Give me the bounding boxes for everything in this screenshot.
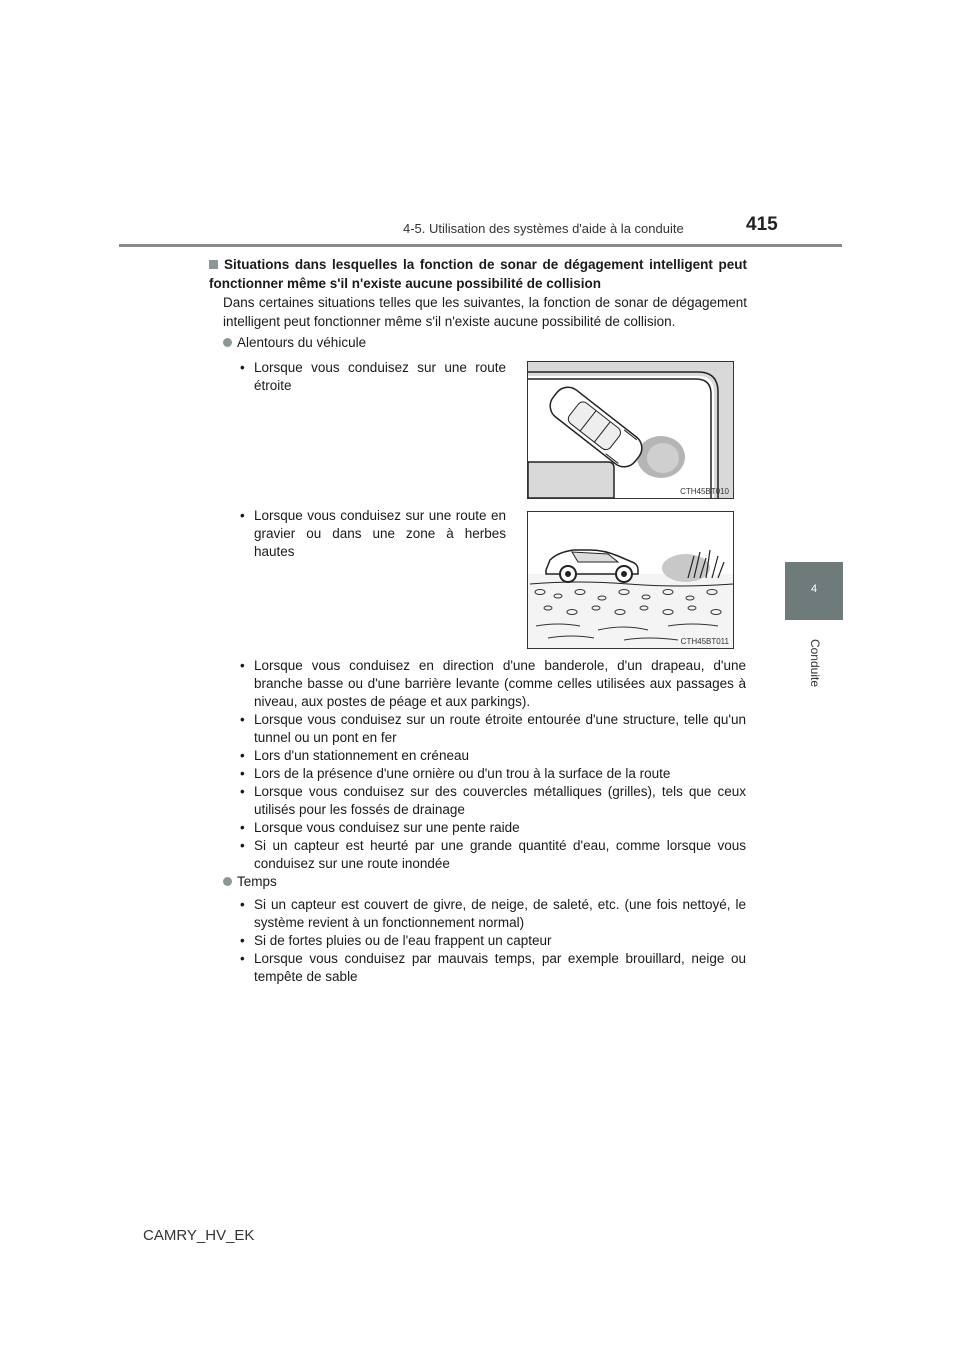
chapter-tab — [785, 562, 843, 620]
bullet: • — [240, 897, 245, 912]
list-item-text: Si un capteur est heurté par une grande quantité d'eau, comme lorsque vous conduisez sur une route inondée — [254, 838, 746, 871]
bullet: • — [240, 658, 245, 673]
list-item-text: Lors d'un stationnement en créneau — [254, 748, 469, 763]
list-item — [240, 747, 746, 765]
footer-model-code: CAMRY_HV_EK — [143, 1227, 255, 1244]
group-heading-text: Alentours du véhicule — [237, 335, 367, 350]
weather-list — [240, 896, 746, 986]
bullet: • — [240, 933, 245, 948]
gravel-road-illustration — [528, 512, 733, 648]
bullet: • — [240, 508, 245, 523]
list-item — [240, 783, 746, 819]
figure-code: CTH45BT010 — [680, 487, 729, 496]
list-item-text: Lorsque vous conduisez en direction d'une banderole, d'un drapeau, d'une branche basse ou d'une barrière levante (comme celles utilisées aux passages à niveau, aux postes de péage et aux parkings). — [254, 658, 746, 709]
group-heading-surroundings — [223, 333, 366, 352]
list-item-text: Lorsque vous conduisez sur un route étroite entourée d'une structure, telle qu'un tunnel ou un pont en fer — [254, 712, 746, 745]
list-item — [240, 507, 506, 561]
circle-bullet-icon — [223, 338, 232, 347]
list-item-text: Lorsque vous conduisez sur une route en gravier ou dans une zone à herbes hautes — [254, 508, 506, 559]
chapter-label: Conduite — [808, 638, 822, 688]
list-item — [240, 359, 506, 395]
list-item — [240, 765, 746, 783]
circle-bullet-icon — [223, 877, 232, 886]
chapter-number: 4 — [810, 583, 818, 595]
bullet: • — [240, 838, 245, 853]
list-item — [240, 711, 746, 747]
list-item — [240, 896, 746, 932]
list-item-text: Si de fortes pluies ou de l'eau frappent un capteur — [254, 933, 552, 948]
list-item-text: Lorsque vous conduisez sur des couvercles métalliques (grilles), tels que ceux utilisés pour les fossés de drainage — [254, 784, 746, 817]
figure-gravel-road — [527, 511, 734, 649]
header-section-title: 4-5. Utilisation des systèmes d'aide à la conduite — [403, 221, 684, 236]
header-divider — [119, 244, 842, 247]
list-item — [240, 819, 746, 837]
figure-code: CTH45BT011 — [680, 637, 729, 646]
group-heading-weather — [223, 872, 277, 891]
list-item-text: Lorsque vous conduisez sur une pente raide — [254, 820, 520, 835]
square-bullet-icon — [209, 260, 218, 269]
bullet: • — [240, 951, 245, 966]
surroundings-list — [240, 657, 746, 873]
bullet: • — [240, 748, 245, 763]
list-item — [240, 950, 746, 986]
narrow-road-illustration — [528, 362, 733, 498]
list-item — [240, 657, 746, 711]
list-item-text: Si un capteur est couvert de givre, de neige, de saleté, etc. (une fois nettoyé, le système revient à un fonctionnement normal) — [254, 897, 746, 930]
figure-narrow-road — [527, 361, 734, 499]
bullet: • — [240, 784, 245, 799]
list-item — [240, 932, 746, 950]
page-number: 415 — [746, 214, 778, 235]
intro-paragraph: Dans certaines situations telles que les suivantes, la fonction de sonar de dégagement intelligent peut fonctionner même s'il n'existe aucune possibilité de collision. — [223, 295, 747, 329]
section-heading — [209, 255, 747, 293]
list-item — [240, 837, 746, 873]
bullet: • — [240, 712, 245, 727]
bullet: • — [240, 766, 245, 781]
list-item-text: Lorsque vous conduisez sur une route étroite — [254, 360, 506, 393]
list-item-text: Lors de la présence d'une ornière ou d'un trou à la surface de la route — [254, 766, 671, 781]
bullet: • — [240, 360, 245, 375]
group-heading-text: Temps — [237, 874, 277, 889]
section-heading-text: Situations dans lesquelles la fonction de sonar de dégagement intelligent peut fonctionner même s'il n'existe aucune possibilité de collision — [209, 257, 747, 291]
bullet: • — [240, 820, 245, 835]
list-item-text: Lorsque vous conduisez par mauvais temps, par exemple brouillard, neige ou tempête de sable — [254, 951, 746, 984]
